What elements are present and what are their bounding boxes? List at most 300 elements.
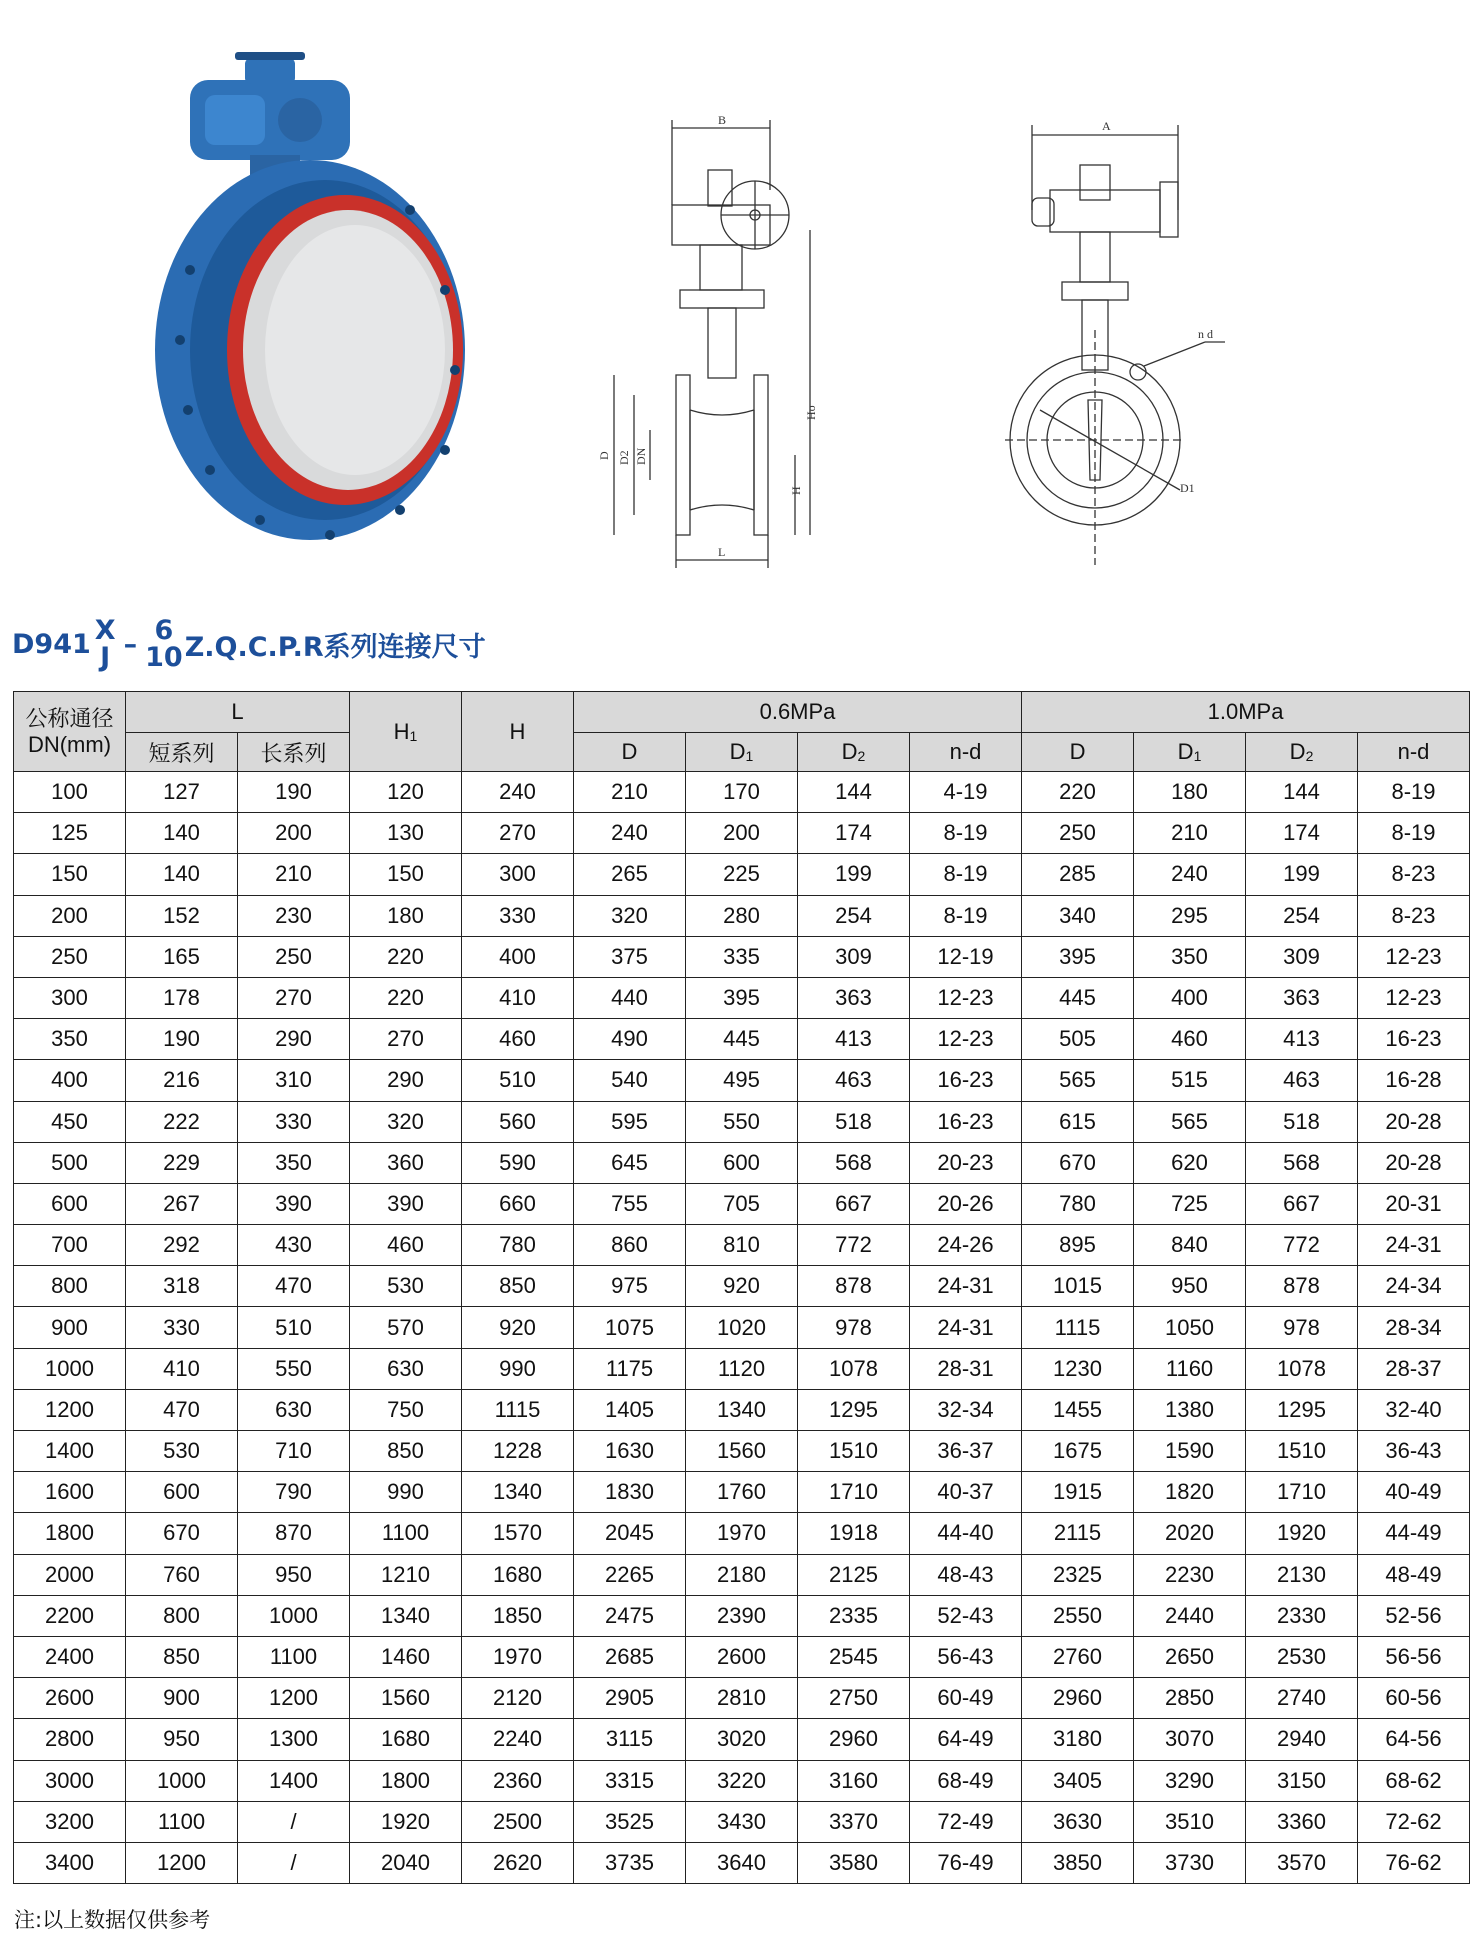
table-cell: 3400	[14, 1842, 126, 1883]
table-cell: 3290	[1134, 1760, 1246, 1801]
table-cell: 2545	[798, 1636, 910, 1677]
table-cell: 56-43	[910, 1636, 1022, 1677]
table-row	[14, 977, 1470, 1018]
title-suffix: Z.Q.C.P.R系列连接尺寸	[184, 631, 486, 663]
table-cell: 570	[350, 1307, 462, 1348]
table-cell: 12-23	[1358, 936, 1470, 977]
table-cell: 290	[238, 1019, 350, 1060]
table-row	[14, 1719, 1470, 1760]
title-frac-top: X	[94, 615, 116, 646]
table-cell: 2650	[1134, 1636, 1246, 1677]
table-cell: 363	[798, 977, 910, 1018]
table-cell: 72-49	[910, 1801, 1022, 1842]
table-cell: 1680	[462, 1554, 574, 1595]
table-cell: 76-49	[910, 1842, 1022, 1883]
table-cell: 330	[462, 895, 574, 936]
table-row	[14, 1348, 1470, 1389]
table-cell: 174	[1246, 813, 1358, 854]
table-cell: 16-23	[1358, 1019, 1470, 1060]
table-cell: 495	[686, 1060, 798, 1101]
table-cell: 240	[1134, 854, 1246, 895]
table-cell: 210	[238, 854, 350, 895]
dim-A-label: A	[1102, 119, 1111, 133]
table-row	[14, 1389, 1470, 1430]
table-cell: 450	[14, 1101, 126, 1142]
table-cell: 1760	[686, 1472, 798, 1513]
header-dn-line2: DN(mm)	[27, 731, 112, 757]
table-cell: 505	[1022, 1019, 1134, 1060]
header-D2-0.6: $D_2$	[798, 733, 910, 772]
table-cell: 200	[238, 813, 350, 854]
table-cell: 550	[686, 1101, 798, 1142]
table-cell: 3405	[1022, 1760, 1134, 1801]
dim-nd-label: n d	[1198, 327, 1213, 341]
table-cell: 1710	[1246, 1472, 1358, 1513]
table-cell: 1560	[350, 1678, 462, 1719]
table-cell: 56-56	[1358, 1636, 1470, 1677]
table-cell: 568	[1246, 1142, 1358, 1183]
table-cell: 895	[1022, 1225, 1134, 1266]
table-cell: 1050	[1134, 1307, 1246, 1348]
table-cell: 1455	[1022, 1389, 1134, 1430]
table-cell: 670	[126, 1513, 238, 1554]
table-cell: 52-43	[910, 1595, 1022, 1636]
table-cell: 1300	[238, 1719, 350, 1760]
table-cell: 3180	[1022, 1719, 1134, 1760]
dim-DN-label: DN	[634, 447, 648, 465]
table-cell: 2390	[686, 1595, 798, 1636]
table-cell: 2800	[14, 1719, 126, 1760]
table-cell: 950	[238, 1554, 350, 1595]
table-cell: 780	[1022, 1183, 1134, 1224]
table-cell: 460	[462, 1019, 574, 1060]
table-cell: 2905	[574, 1678, 686, 1719]
footnote: 注:以上数据仅供参考	[14, 1908, 211, 1932]
table-cell: 2125	[798, 1554, 910, 1595]
table-cell: 300	[462, 854, 574, 895]
table-cell: 28-31	[910, 1348, 1022, 1389]
table-cell: 400	[14, 1060, 126, 1101]
table-cell: 2200	[14, 1595, 126, 1636]
table-cell: 2115	[1022, 1513, 1134, 1554]
table-cell: 1590	[1134, 1431, 1246, 1472]
table-cell: 318	[126, 1266, 238, 1307]
table-cell: 40-37	[910, 1472, 1022, 1513]
header-nd-1.0: n-d	[1358, 733, 1470, 772]
table-cell: 12-19	[910, 936, 1022, 977]
table-body	[14, 772, 1470, 1884]
table-cell: 1970	[686, 1513, 798, 1554]
table-cell: 3200	[14, 1801, 126, 1842]
table-cell: 270	[462, 813, 574, 854]
side-elevation-drawing	[1020, 110, 1300, 580]
header-pressure-1.0: 1.0MPa	[1022, 692, 1470, 733]
table-cell: 222	[126, 1101, 238, 1142]
table-cell: 990	[462, 1348, 574, 1389]
table-cell: 1400	[14, 1431, 126, 1472]
table-row	[14, 936, 1470, 977]
table-cell: 24-26	[910, 1225, 1022, 1266]
header-D1-0.6: $D_1$	[686, 733, 798, 772]
table-cell: 772	[1246, 1225, 1358, 1266]
table-cell: 2620	[462, 1842, 574, 1883]
table-row	[14, 1513, 1470, 1554]
table-cell: 72-62	[1358, 1801, 1470, 1842]
table-cell: 1078	[1246, 1348, 1358, 1389]
table-cell: 310	[238, 1060, 350, 1101]
table-cell: 1210	[350, 1554, 462, 1595]
table-cell: 265	[574, 854, 686, 895]
table-cell: 309	[1246, 936, 1358, 977]
table-cell: 1078	[798, 1348, 910, 1389]
table-cell: 8-19	[1358, 772, 1470, 813]
table-cell: 250	[1022, 813, 1134, 854]
table-cell: 140	[126, 813, 238, 854]
table-cell: 1295	[798, 1389, 910, 1430]
table-cell: 1570	[462, 1513, 574, 1554]
table-cell: 375	[574, 936, 686, 977]
table-cell: 180	[350, 895, 462, 936]
table-row	[14, 772, 1470, 813]
table-cell: 530	[350, 1266, 462, 1307]
table-cell: 1075	[574, 1307, 686, 1348]
table-cell: 460	[1134, 1019, 1246, 1060]
table-cell: 199	[1246, 854, 1358, 895]
table-cell: 600	[14, 1183, 126, 1224]
table-cell: 3525	[574, 1801, 686, 1842]
table-cell: 350	[1134, 936, 1246, 977]
table-row	[14, 1636, 1470, 1677]
table-cell: 330	[238, 1101, 350, 1142]
table-cell: 1175	[574, 1348, 686, 1389]
table-cell: 900	[14, 1307, 126, 1348]
table-cell: 950	[1134, 1266, 1246, 1307]
table-cell: 240	[462, 772, 574, 813]
table-cell: 20-28	[1358, 1142, 1470, 1183]
table-cell: 1340	[350, 1595, 462, 1636]
title-pressure-fraction	[145, 617, 183, 671]
table-cell: 12-23	[910, 977, 1022, 1018]
table-cell: 870	[238, 1513, 350, 1554]
table-cell: 470	[126, 1389, 238, 1430]
table-cell: 2750	[798, 1678, 910, 1719]
table-cell: 2335	[798, 1595, 910, 1636]
table-cell: 32-34	[910, 1389, 1022, 1430]
table-cell: 340	[1022, 895, 1134, 936]
table-cell: 1970	[462, 1636, 574, 1677]
table-cell: 1800	[14, 1513, 126, 1554]
table-cell: 40-49	[1358, 1472, 1470, 1513]
table-cell: 2960	[1022, 1678, 1134, 1719]
dim-D2-label: D2	[617, 450, 631, 465]
table-cell: 250	[238, 936, 350, 977]
table-cell: 290	[350, 1060, 462, 1101]
table-cell: 800	[126, 1595, 238, 1636]
table-cell: 1675	[1022, 1431, 1134, 1472]
header-H1: $H_1$	[350, 692, 462, 772]
table-cell: 3510	[1134, 1801, 1246, 1842]
table-cell: 1015	[1022, 1266, 1134, 1307]
table-row	[14, 1595, 1470, 1636]
table-row	[14, 1554, 1470, 1595]
title-frac-bottom: 10	[145, 642, 183, 673]
table-row	[14, 1060, 1470, 1101]
table-title	[12, 604, 486, 684]
header-D-0.6: D	[574, 733, 686, 772]
table-cell: 2120	[462, 1678, 574, 1719]
table-cell: 2530	[1246, 1636, 1358, 1677]
table-cell: 590	[462, 1142, 574, 1183]
table-cell: 1120	[686, 1348, 798, 1389]
table-cell: 144	[798, 772, 910, 813]
table-cell: 430	[238, 1225, 350, 1266]
table-cell: 568	[798, 1142, 910, 1183]
table-cell: 2685	[574, 1636, 686, 1677]
table-cell: 20-31	[1358, 1183, 1470, 1224]
table-cell: 4-19	[910, 772, 1022, 813]
table-row	[14, 1472, 1470, 1513]
table-cell: 2360	[462, 1760, 574, 1801]
header-H: H	[462, 692, 574, 772]
table-row	[14, 1019, 1470, 1060]
table-cell: 463	[1246, 1060, 1358, 1101]
table-cell: 20-23	[910, 1142, 1022, 1183]
table-cell: 772	[798, 1225, 910, 1266]
table-cell: 3580	[798, 1842, 910, 1883]
table-cell: 64-56	[1358, 1719, 1470, 1760]
table-cell: 710	[238, 1431, 350, 1472]
table-cell: 320	[574, 895, 686, 936]
table-cell: 990	[350, 1472, 462, 1513]
table-cell: 3315	[574, 1760, 686, 1801]
table-row	[14, 1183, 1470, 1224]
table-cell: 1200	[14, 1389, 126, 1430]
table-cell: 878	[1246, 1266, 1358, 1307]
table-cell: 510	[238, 1307, 350, 1348]
table-cell: 52-56	[1358, 1595, 1470, 1636]
table-cell: 24-31	[910, 1266, 1022, 1307]
table-cell: /	[238, 1842, 350, 1883]
table-cell: 2760	[1022, 1636, 1134, 1677]
table-cell: 400	[462, 936, 574, 977]
table-cell: 2810	[686, 1678, 798, 1719]
table-cell: 860	[574, 1225, 686, 1266]
table-cell: 3630	[1022, 1801, 1134, 1842]
table-cell: 24-31	[910, 1307, 1022, 1348]
table-cell: 20-26	[910, 1183, 1022, 1224]
table-cell: 3000	[14, 1760, 126, 1801]
table-cell: 2265	[574, 1554, 686, 1595]
dim-H-label: H	[789, 486, 803, 495]
header-pressure-0.6: 0.6MPa	[574, 692, 1022, 733]
table-cell: 8-19	[1358, 813, 1470, 854]
table-cell: 2850	[1134, 1678, 1246, 1719]
table-cell: 410	[462, 977, 574, 1018]
table-cell: 130	[350, 813, 462, 854]
table-cell: 44-49	[1358, 1513, 1470, 1554]
table-cell: 174	[798, 813, 910, 854]
table-cell: 178	[126, 977, 238, 1018]
table-cell: 413	[1246, 1019, 1358, 1060]
table-cell: 20-28	[1358, 1101, 1470, 1142]
table-cell: 1510	[798, 1431, 910, 1472]
table-cell: 780	[462, 1225, 574, 1266]
table-cell: 3570	[1246, 1842, 1358, 1883]
table-cell: 440	[574, 977, 686, 1018]
table-cell: 463	[798, 1060, 910, 1101]
table-cell: 240	[574, 813, 686, 854]
table-cell: 2230	[1134, 1554, 1246, 1595]
table-cell: 390	[350, 1183, 462, 1224]
table-cell: 270	[350, 1019, 462, 1060]
table-cell: 64-49	[910, 1719, 1022, 1760]
table-cell: 460	[350, 1225, 462, 1266]
table-cell: 350	[14, 1019, 126, 1060]
table-cell: 150	[14, 854, 126, 895]
header-L: L	[126, 692, 350, 733]
table-cell: 229	[126, 1142, 238, 1183]
table-cell: 100	[14, 772, 126, 813]
table-cell: 292	[126, 1225, 238, 1266]
table-cell: 1100	[238, 1636, 350, 1677]
table-cell: 1295	[1246, 1389, 1358, 1430]
header-dn-line1: 公称通径	[25, 705, 114, 731]
table-cell: 1115	[462, 1389, 574, 1430]
header-long-series: 长系列	[238, 733, 350, 772]
header-short-series: 短系列	[126, 733, 238, 772]
table-cell: 395	[686, 977, 798, 1018]
dim-D1-label: D1	[1180, 481, 1195, 495]
table-cell: 8-19	[910, 895, 1022, 936]
table-cell: 1918	[798, 1513, 910, 1554]
table-cell: 68-49	[910, 1760, 1022, 1801]
table-cell: 2400	[14, 1636, 126, 1677]
table-cell: 250	[14, 936, 126, 977]
table-cell: 32-40	[1358, 1389, 1470, 1430]
table-cell: 309	[798, 936, 910, 977]
table-row	[14, 1307, 1470, 1348]
table-cell: 518	[1246, 1101, 1358, 1142]
table-cell: 667	[1246, 1183, 1358, 1224]
table-cell: 127	[126, 772, 238, 813]
table-cell: 8-23	[1358, 854, 1470, 895]
table-cell: 8-19	[910, 813, 1022, 854]
table-cell: 2550	[1022, 1595, 1134, 1636]
table-cell: 2180	[686, 1554, 798, 1595]
table-cell: 2940	[1246, 1719, 1358, 1760]
table-cell: 1915	[1022, 1472, 1134, 1513]
table-cell: 1600	[14, 1472, 126, 1513]
table-cell: 395	[1022, 936, 1134, 977]
table-cell: 28-34	[1358, 1307, 1470, 1348]
table-cell: 390	[238, 1183, 350, 1224]
table-cell: 445	[686, 1019, 798, 1060]
table-cell: 3730	[1134, 1842, 1246, 1883]
table-cell: 220	[350, 977, 462, 1018]
table-cell: 285	[1022, 854, 1134, 895]
table-cell: 220	[350, 936, 462, 977]
table-cell: 878	[798, 1266, 910, 1307]
table-cell: 2330	[1246, 1595, 1358, 1636]
table-cell: 210	[1134, 813, 1246, 854]
table-cell: 600	[686, 1142, 798, 1183]
table-cell: 144	[1246, 772, 1358, 813]
table-cell: 267	[126, 1183, 238, 1224]
table-cell: 755	[574, 1183, 686, 1224]
table-cell: 518	[798, 1101, 910, 1142]
table-cell: 630	[238, 1389, 350, 1430]
table-cell: 790	[238, 1472, 350, 1513]
table-cell: 8-19	[910, 854, 1022, 895]
table-row	[14, 1801, 1470, 1842]
table-cell: 565	[1134, 1101, 1246, 1142]
table-cell: 1710	[798, 1472, 910, 1513]
table-cell: 216	[126, 1060, 238, 1101]
table-cell: 1460	[350, 1636, 462, 1677]
table-cell: 24-31	[1358, 1225, 1470, 1266]
title-frac-top: 6	[154, 615, 174, 646]
title-dash: –	[123, 628, 138, 660]
table-cell: 1680	[350, 1719, 462, 1760]
valve-product-photo	[150, 40, 510, 560]
table-cell: 190	[126, 1019, 238, 1060]
table-cell: 725	[1134, 1183, 1246, 1224]
table-cell: 1000	[126, 1760, 238, 1801]
table-cell: 2440	[1134, 1595, 1246, 1636]
table-cell: 670	[1022, 1142, 1134, 1183]
table-cell: 295	[1134, 895, 1246, 936]
table-cell: 68-62	[1358, 1760, 1470, 1801]
table-cell: 230	[238, 895, 350, 936]
table-cell: 1200	[126, 1842, 238, 1883]
table-cell: 1230	[1022, 1348, 1134, 1389]
table-cell: 1920	[350, 1801, 462, 1842]
table-cell: 12-23	[1358, 977, 1470, 1018]
table-cell: 3115	[574, 1719, 686, 1760]
table-cell: 978	[798, 1307, 910, 1348]
table-row	[14, 1225, 1470, 1266]
table-cell: 1380	[1134, 1389, 1246, 1430]
table-cell: 1560	[686, 1431, 798, 1472]
header-D1-1.0: $D_1$	[1134, 733, 1246, 772]
table-cell: 28-37	[1358, 1348, 1470, 1389]
table-cell: 470	[238, 1266, 350, 1307]
header-nominal-diameter	[14, 692, 126, 772]
table-cell: 1830	[574, 1472, 686, 1513]
table-cell: 350	[238, 1142, 350, 1183]
table-cell: 560	[462, 1101, 574, 1142]
table-cell: 3070	[1134, 1719, 1246, 1760]
table-cell: 620	[1134, 1142, 1246, 1183]
table-cell: 363	[1246, 977, 1358, 1018]
table-cell: 2740	[1246, 1678, 1358, 1719]
front-elevation-drawing	[597, 110, 890, 580]
table-cell: 36-43	[1358, 1431, 1470, 1472]
table-cell: 1100	[350, 1513, 462, 1554]
table-cell: 152	[126, 895, 238, 936]
table-cell: 1160	[1134, 1348, 1246, 1389]
table-cell: 16-28	[1358, 1060, 1470, 1101]
table-cell: 270	[238, 977, 350, 1018]
table-cell: 413	[798, 1019, 910, 1060]
table-cell: 1800	[350, 1760, 462, 1801]
table-cell: 600	[126, 1472, 238, 1513]
table-cell: 254	[1246, 895, 1358, 936]
table-cell: 44-40	[910, 1513, 1022, 1554]
dimension-table	[13, 691, 1470, 1884]
table-cell: 16-23	[910, 1060, 1022, 1101]
table-cell: 280	[686, 895, 798, 936]
